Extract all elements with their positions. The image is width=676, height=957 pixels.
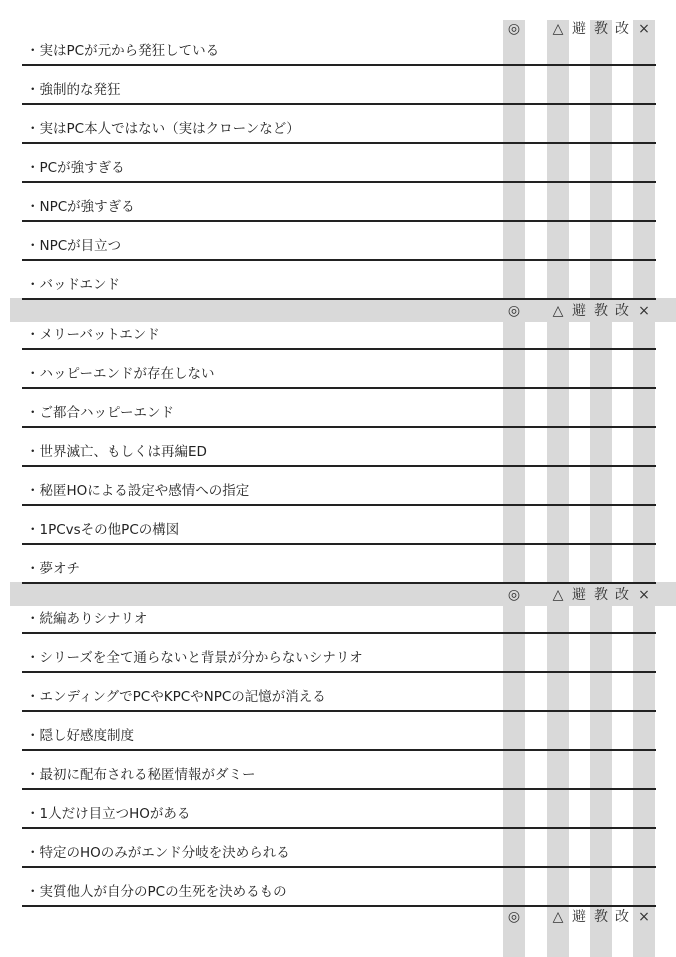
- checklist-item: ・夢オチ: [26, 561, 80, 577]
- row-divider: [22, 387, 656, 389]
- row-divider: [22, 866, 656, 868]
- column-header: ◎: [507, 21, 521, 37]
- row-divider: [22, 632, 656, 634]
- column-header: 改: [615, 21, 629, 37]
- column-header: 教: [594, 587, 608, 603]
- checklist-item: ・シリーズを全て通らないと背景が分からないシナリオ: [26, 650, 363, 666]
- column-stripe: [590, 20, 612, 957]
- row-divider: [22, 504, 656, 506]
- row-divider: [22, 426, 656, 428]
- column-header: 改: [615, 303, 629, 319]
- checklist-item: ・エンディングでPCやKPCやNPCの記憶が消える: [26, 689, 326, 705]
- column-header: ×: [638, 303, 650, 319]
- checklist-item: ・1PCvsその他PCの構図: [26, 522, 180, 538]
- checklist-item: ・特定のHOのみがエンド分岐を決められる: [26, 845, 290, 861]
- column-header: ×: [638, 21, 650, 37]
- column-header: 教: [594, 303, 608, 319]
- column-stripe: [547, 20, 569, 957]
- checklist-item: ・強制的な発狂: [26, 82, 121, 98]
- row-divider: [22, 905, 656, 907]
- checklist-item: ・PCが強すぎる: [26, 160, 125, 176]
- row-divider: [22, 671, 656, 673]
- column-header: 避: [572, 21, 586, 37]
- checklist-item: ・NPCが強すぎる: [26, 199, 135, 215]
- row-divider: [22, 259, 656, 261]
- checklist-item: ・隠し好感度制度: [26, 728, 134, 744]
- row-divider: [22, 181, 656, 183]
- row-divider: [22, 710, 656, 712]
- checklist-item: ・秘匿HOによる設定や感情への指定: [26, 483, 250, 499]
- column-header: ◎: [507, 909, 521, 925]
- row-divider: [22, 103, 656, 105]
- column-header: △: [552, 587, 564, 603]
- column-header: ◎: [507, 587, 521, 603]
- row-divider: [22, 749, 656, 751]
- column-stripe: [503, 20, 525, 957]
- column-header: △: [552, 303, 564, 319]
- row-divider: [22, 64, 656, 66]
- checklist-item: ・ハッピーエンドが存在しない: [26, 366, 215, 382]
- row-divider: [22, 827, 656, 829]
- column-header: 改: [615, 909, 629, 925]
- checklist-item: ・実はPC本人ではない（実はクローンなど）: [26, 121, 300, 137]
- row-divider: [22, 582, 656, 584]
- checklist-item: ・続編ありシナリオ: [26, 611, 148, 627]
- column-header: △: [552, 21, 564, 37]
- column-header: 避: [572, 303, 586, 319]
- checklist-item: ・実はPCが元から発狂している: [26, 43, 220, 59]
- checklist-item: ・ご都合ハッピーエンド: [26, 405, 174, 421]
- column-header: 避: [572, 909, 586, 925]
- row-divider: [22, 348, 656, 350]
- checklist-item: ・最初に配布される秘匿情報がダミー: [26, 767, 256, 783]
- checklist-item: ・メリーバットエンド: [26, 327, 160, 343]
- row-divider: [22, 543, 656, 545]
- column-header: 改: [615, 587, 629, 603]
- checklist-item: ・NPCが目立つ: [26, 238, 122, 254]
- checklist-item: ・1人だけ目立つHOがある: [26, 806, 191, 822]
- column-header: ×: [638, 587, 650, 603]
- column-header: 教: [594, 21, 608, 37]
- column-header: 避: [572, 587, 586, 603]
- row-divider: [22, 220, 656, 222]
- column-header: ◎: [507, 303, 521, 319]
- column-header: 教: [594, 909, 608, 925]
- column-stripe: [633, 20, 655, 957]
- row-divider: [22, 465, 656, 467]
- row-divider: [22, 142, 656, 144]
- row-divider: [22, 788, 656, 790]
- column-header: ×: [638, 909, 650, 925]
- row-divider: [22, 298, 656, 300]
- column-header: △: [552, 909, 564, 925]
- checklist-item: ・世界滅亡、もしくは再編ED: [26, 444, 207, 460]
- checklist-item: ・実質他人が自分のPCの生死を決めるもの: [26, 884, 287, 900]
- checklist-item: ・バッドエンド: [26, 277, 120, 293]
